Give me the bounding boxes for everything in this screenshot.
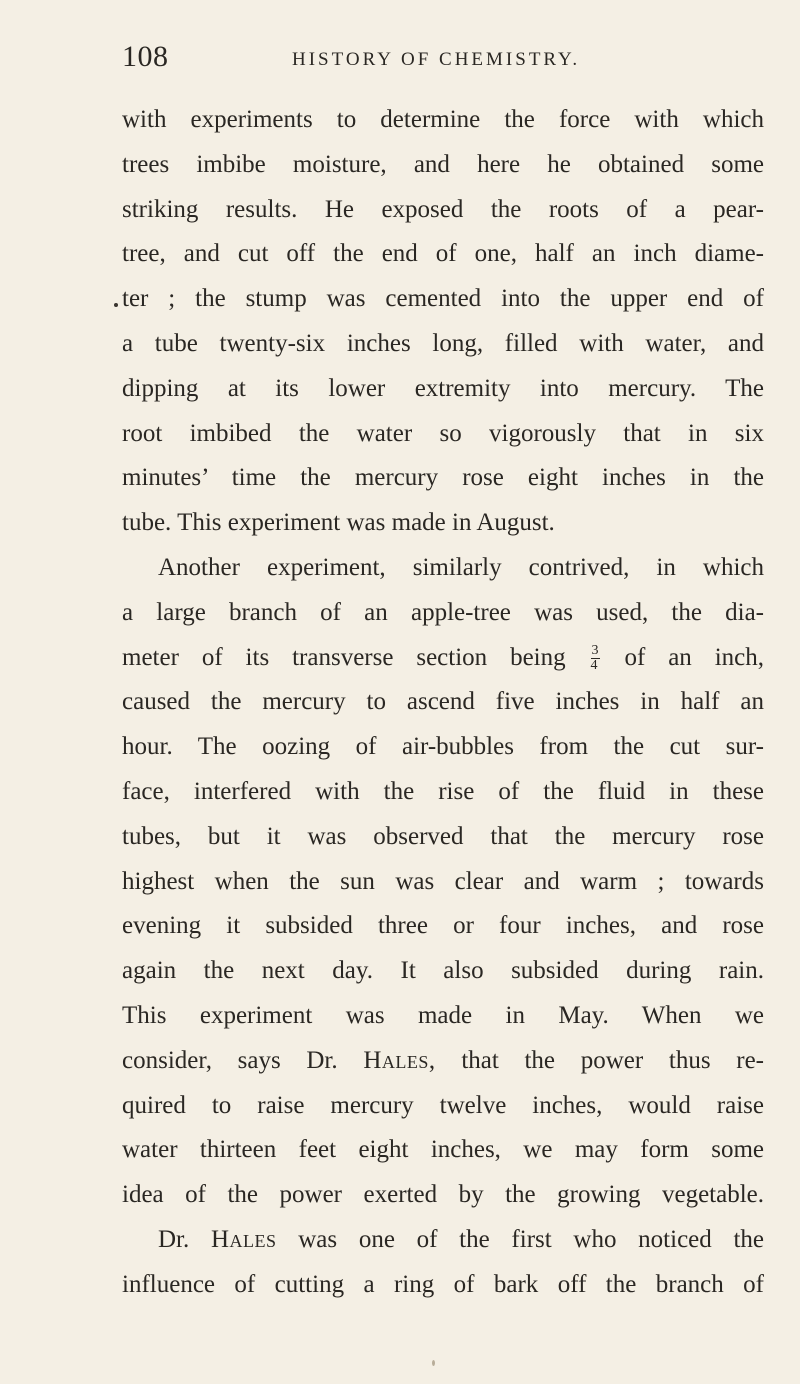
text-line: influence of cutting a ring of bark off the branch of [122,1270,764,1298]
text-line: tree, and cut off the end of one, half an inch diame- [122,240,764,268]
fraction-numerator: 3 [591,643,599,659]
text-line: minutes’ time the mercury rose eight inches in the [122,464,764,492]
paper-mark [432,1360,435,1366]
text-line-hales [122,1218,764,1263]
page-number: 108 [122,40,169,73]
text-line: Another experiment, similarly contrived, in which [158,553,764,581]
fraction [591,644,600,673]
text-line: quired to raise mercury twelve inches, would raise [122,1091,764,1119]
text-line: highest when the sun was clear and warm ; towards [122,867,764,895]
text-line: trees imbibe moisture, and here he obtained some [122,150,764,178]
text-line: ter ; the stump was cemented into the upper end of [122,285,764,313]
text-line: hour. The oozing of air-bubbles from the cut sur- [122,733,764,761]
text-line-fraction [122,636,764,681]
text-fragment: consider, says Dr. [122,1046,338,1074]
text-line: water thirteen feet eight inches, we may form some [122,1136,764,1164]
text-line: a tube twenty-six inches long, filled with water, and [122,329,764,357]
text-line: tube. This experiment was made in August. [122,509,555,537]
text-fragment: Dr. [158,1225,190,1253]
author-name: Hales, [363,1046,436,1074]
text-line: caused the mercury to ascend five inches in half an [122,688,764,716]
text-line: with experiments to determine the force with which [122,106,764,133]
author-name: Hales [210,1225,277,1253]
text-fragment: of an inch, [624,643,765,671]
text-line: idea of the power exerted by the growing vegetable. [122,1181,764,1209]
ink-speck [114,303,118,307]
running-head: HISTORY OF CHEMISTRY. [292,49,581,70]
text-line: again the next day. It also subsided during rain. [122,957,764,985]
text-line: a large branch of an apple-tree was used, the dia- [122,598,764,626]
text-line: dipping at its lower extremity into mercury. The [122,374,764,402]
page-header [122,42,702,86]
text-line: tubes, but it was observed that the mercury rose [122,822,764,850]
text-line: root imbibed the water so vigorously that in six [122,419,764,447]
fraction-denominator: 4 [590,658,598,674]
text-fragment: was one of the first who noticed the [298,1225,765,1253]
text-line: striking results. He exposed the roots of a pear- [122,195,764,223]
text-line: evening it subsided three or four inches, and rose [122,912,764,940]
text-fragment: that the power thus re- [461,1046,764,1074]
body-text [122,98,764,1308]
text-line-hales [122,1039,764,1084]
text-line: face, interfered with the rise of the fluid in these [122,777,764,805]
text-fragment: meter of its transverse section being [122,643,566,671]
text-line: This experiment was made in May. When we [122,1001,764,1029]
